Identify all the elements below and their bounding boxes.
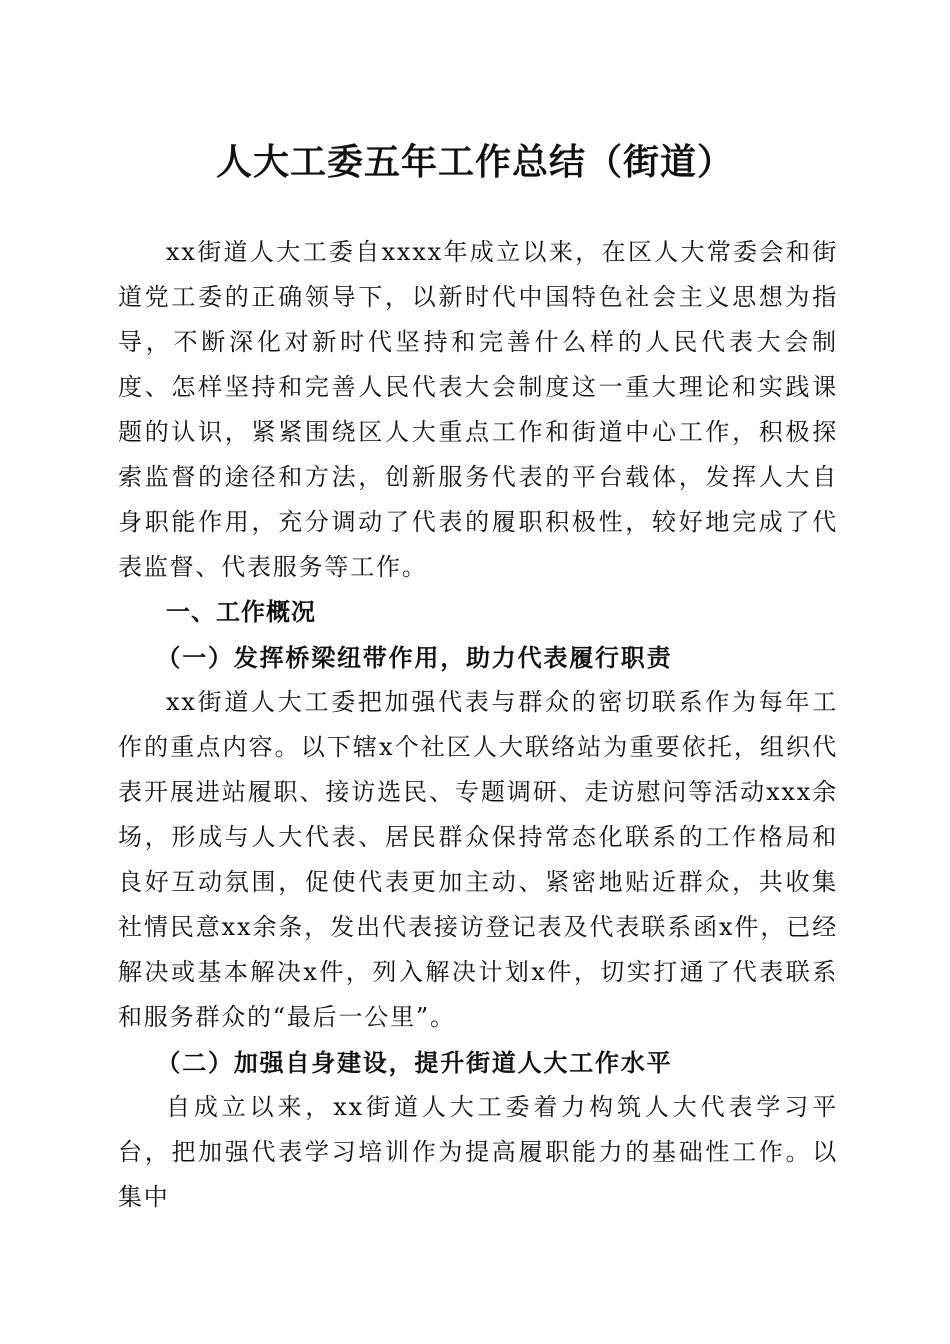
subsection-2-paragraph: 自成立以来，xx街道人大工委着力构筑人大代表学习平台，把加强代表学习培训作为提高履职能力的基础性工作。以集中 (118, 1093, 838, 1211)
section-heading: 一、工作概况 (166, 598, 316, 626)
subsection-1-paragraph: xx街道人大工委把加强代表与群众的密切联系作为每年工作的重点内容。以下辖x个社区人大联络站为重要依托，组织代表开展进站履职、接访选民、专题调研、走访慰问等活动xxx余场，形成与人大代表、居民群众保持常态化联系的工作格局和良好互动氛围，促使代表更加主动、紧密地贴近群众，共收集社情民意xx余条，发出代表接访登记表及代表联系函x件，已经解决或基本解决x件，列入解决计划x件，切实打通了代表联系和服务群众的“最后一公里”。 (118, 688, 838, 1031)
subsection-heading-2: （二）加强自身建设，提升街道人大工作水平 (156, 1048, 673, 1077)
document-body (118, 230, 838, 1220)
subsection-heading-1: （一）发挥桥梁纽带作用，助力代表履行职责 (156, 643, 673, 672)
intro-paragraph: xx街道人大工委自xxxx年成立以来，在区人大常委会和街道党工委的正确领导下，以新时代中国特色社会主义思想为指导，不断深化对新时代坚持和完善什么样的人民代表大会制度、怎样坚持和完善人民代表大会制度这一重大理论和实践课题的认识，紧紧围绕区人大重点工作和街道中心工作，积极探索监督的途径和方法，创新服务代表的平台载体，发挥人大自身职能作用，充分调动了代表的履职积极性，较好地完成了代表监督、代表服务等工作。 (118, 238, 838, 581)
document-title: 人大工委五年工作总结（街道） (215, 141, 734, 183)
